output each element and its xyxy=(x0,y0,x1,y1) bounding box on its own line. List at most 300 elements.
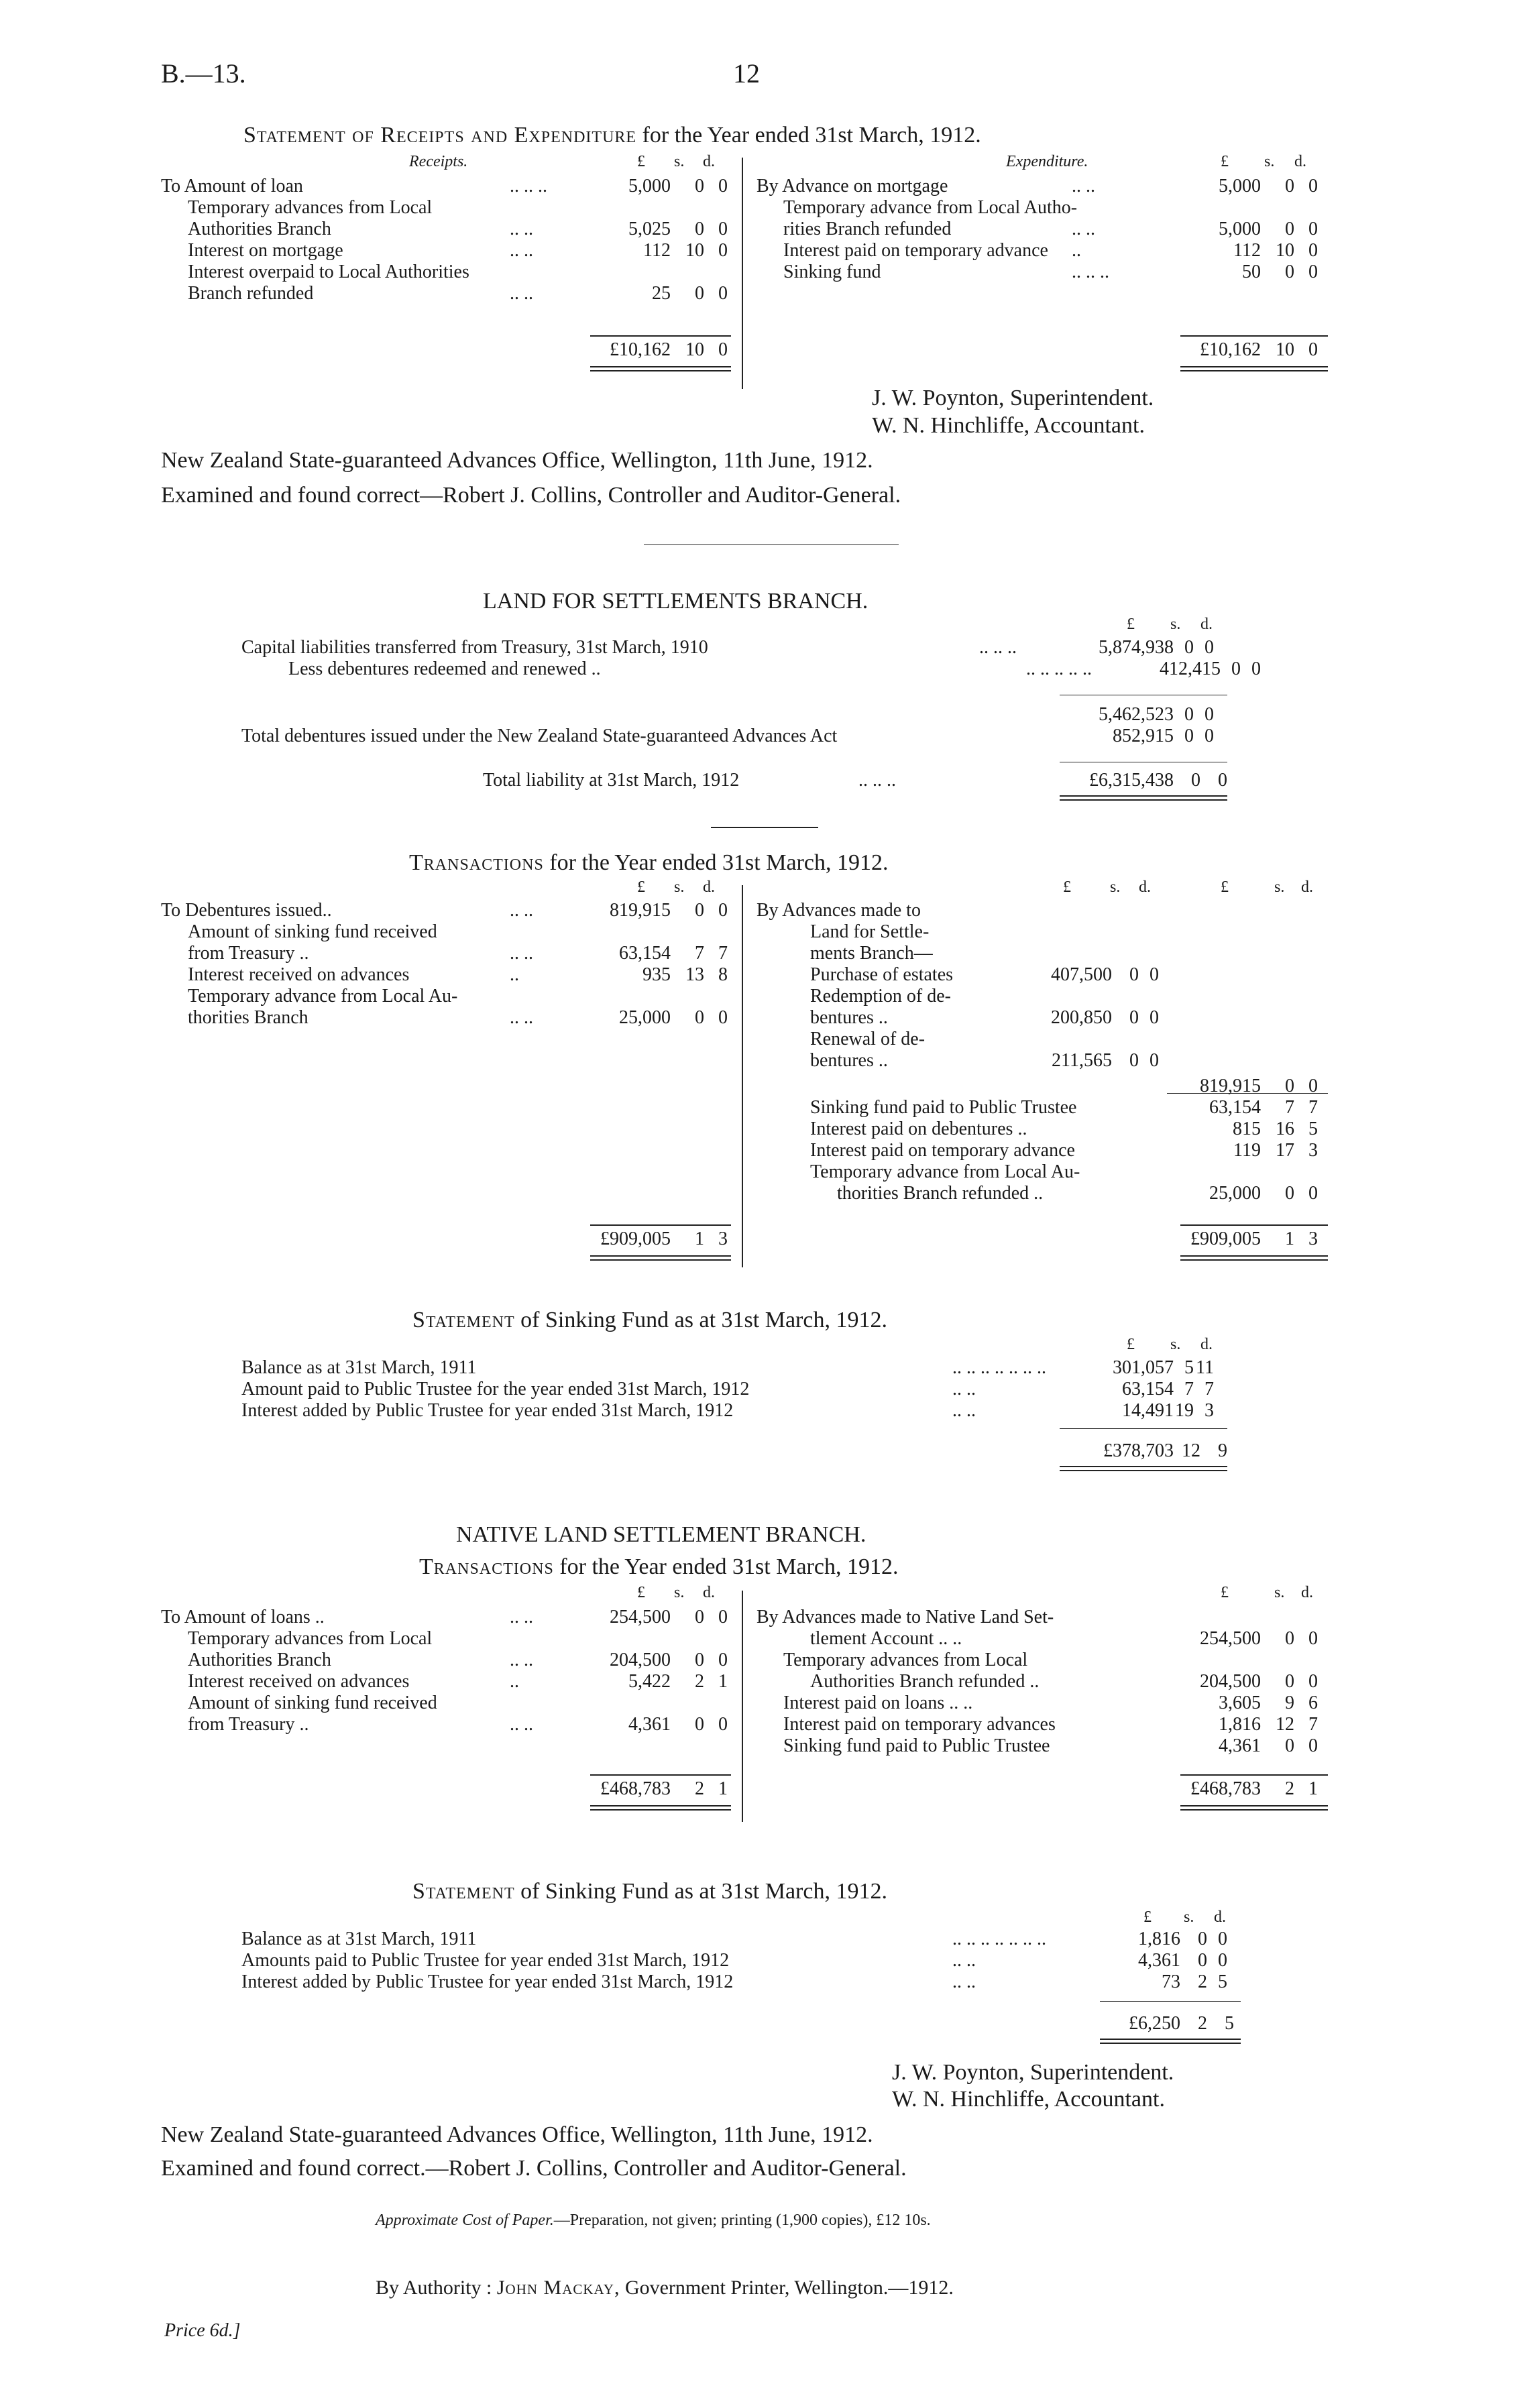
s5-right-row-s: 0 xyxy=(1285,1671,1294,1692)
s2-row-l: 852,915 xyxy=(1113,726,1174,746)
s1-receipt-row-d: 0 xyxy=(718,283,728,304)
s3-right-sub-row-s: 0 xyxy=(1129,1007,1139,1028)
s3-right-sub-row-s: 0 xyxy=(1129,1050,1139,1071)
s3-cur-l-right: £ xyxy=(1221,878,1229,896)
s2-row-l: 412,415 xyxy=(1160,658,1221,679)
s3-sub-total-l: 819,915 xyxy=(1200,1076,1261,1096)
s1-expenditure-row-d: 0 xyxy=(1308,176,1318,196)
s1-expenditure-row-label: By Advance on mortgage xyxy=(756,176,948,196)
s2-row-d: 0 xyxy=(1204,637,1214,658)
s6-rows xyxy=(241,1929,1247,2002)
s1-receipt-row-label: Authorities Branch xyxy=(188,219,331,239)
s3-right-sub-row-d: 0 xyxy=(1150,964,1159,985)
s5-total-right-l: £468,783 xyxy=(1190,1778,1261,1799)
s4-row xyxy=(241,1400,1247,1422)
s1-receipt-row-dots: .. .. xyxy=(510,240,533,261)
s1-receipt-row-label: Interest overpaid to Local Authorities xyxy=(188,262,469,282)
s6-office: New Zealand State-guaranteed Advances Office, Wellington, 11th June, 1912. xyxy=(161,2122,873,2147)
s3-title-b: for the Year ended 31st March, 1912. xyxy=(549,850,889,875)
s3-right-sub-row xyxy=(756,921,1333,943)
s2-rule-b2 xyxy=(1060,799,1227,801)
s1-receipt-row-dots: .. .. xyxy=(510,219,533,239)
s5-left-row-s: 0 xyxy=(695,1607,704,1627)
s5-left-row-label: Amount of sinking fund received xyxy=(188,1693,437,1713)
s5-left-row-label: Interest received on advances xyxy=(188,1671,410,1692)
s3-right-row xyxy=(756,1140,1333,1161)
s5-total-left-s: 2 xyxy=(695,1778,704,1799)
s1-total-left-l: £10,162 xyxy=(610,339,671,360)
s3-cur-d-right: d. xyxy=(1301,878,1313,896)
s1-receipt-row xyxy=(161,197,738,219)
s5-right-row xyxy=(756,1693,1333,1714)
s1-cur-d-right: d. xyxy=(1294,153,1306,170)
s5-right-row xyxy=(756,1650,1333,1671)
s5-right-row-s: 12 xyxy=(1276,1714,1294,1735)
s5-total-right xyxy=(0,1778,1513,1800)
s3-rule-left-b1 xyxy=(590,1255,731,1257)
s3-right-sub-row-label: Renewal of de- xyxy=(810,1029,926,1049)
s6-title-b: of Sinking Fund as at 31st March, 1912. xyxy=(520,1879,887,1904)
s1-receipt-row-label: Interest on mortgage xyxy=(188,240,343,261)
s6-cur-l: £ xyxy=(1143,1908,1152,1926)
s5-left-row xyxy=(161,1714,738,1735)
s6-row xyxy=(241,1971,1247,1993)
s6-cur-d: d. xyxy=(1214,1908,1226,1926)
s3-left-row-s: 0 xyxy=(695,1007,704,1028)
s5-right-row-l: 254,500 xyxy=(1200,1628,1261,1649)
s3-left-row-s: 7 xyxy=(695,943,704,964)
s4-row-d: 11 xyxy=(1196,1357,1214,1378)
s5-left-row-d: 0 xyxy=(718,1607,728,1627)
s3-right-sub-row-label: By Advances made to xyxy=(756,900,921,921)
s6-row-d: 5 xyxy=(1218,1971,1227,1992)
s5-left-row-label: Authorities Branch xyxy=(188,1650,331,1670)
s3-left-row-d: 8 xyxy=(718,964,728,985)
s2-cur-l: £ xyxy=(1127,616,1135,633)
s5-sub-b: for the Year ended 31st March, 1912. xyxy=(559,1554,899,1579)
sep-2 xyxy=(711,827,818,828)
s3-right-sub-row xyxy=(756,1007,1333,1029)
s5-left-row-label: Temporary advances from Local xyxy=(188,1628,433,1649)
s3-total-left-d: 3 xyxy=(718,1228,728,1249)
s6-rule-b1 xyxy=(1100,2039,1241,2040)
s3-cur-d-sub: d. xyxy=(1139,878,1151,896)
s3-right-row xyxy=(756,1097,1333,1119)
s1-expenditure-row-dots: .. .. xyxy=(1072,176,1095,196)
s2-row-s: 0 xyxy=(1184,704,1194,725)
s5-right-row-label: Interest paid on loans .. .. xyxy=(783,1693,973,1713)
s4-rule-b1 xyxy=(1060,1466,1227,1467)
s6-row-l: 4,361 xyxy=(1138,1950,1180,1971)
s3-left-row-d: 7 xyxy=(718,943,728,964)
s1-receipt-row-dots: .. .. xyxy=(510,283,533,304)
s3-right-sub-row xyxy=(756,943,1333,964)
s3-right-sub-row-label: ments Branch— xyxy=(810,943,933,964)
s4-total-d: 9 xyxy=(1218,1440,1227,1461)
footer-authority-c: Government Printer, Wellington.—1912. xyxy=(624,2277,954,2299)
s4-row-l: 301,057 xyxy=(1113,1357,1174,1378)
s5-left-row-s: 2 xyxy=(695,1671,704,1692)
s2-total-row xyxy=(0,770,1513,791)
s5-total-right-s: 2 xyxy=(1285,1778,1294,1799)
s3-left-row-label: from Treasury .. xyxy=(188,943,309,964)
s1-expenditure-row-l: 5,000 xyxy=(1219,176,1261,196)
s1-receipt-row-dots: .. .. .. xyxy=(510,176,547,196)
s1-receipt-row-l: 112 xyxy=(643,240,671,261)
s3-left-row-dots: .. .. xyxy=(510,943,533,964)
footer-price: Price 6d.] xyxy=(164,2320,241,2341)
s4-total-l: £378,703 xyxy=(1103,1440,1174,1461)
s1-receipt-row-label: Temporary advances from Local xyxy=(188,197,433,218)
s3-total-right-l: £909,005 xyxy=(1190,1228,1261,1249)
s1-total-right xyxy=(0,339,1513,361)
s2-row-d: 0 xyxy=(1204,704,1214,725)
s4-row-s: 7 xyxy=(1184,1379,1194,1399)
s3-right-sub-row-label: Redemption of de- xyxy=(810,986,951,1007)
s5-right-row-d: 6 xyxy=(1308,1693,1318,1713)
s1-total-right-s: 10 xyxy=(1276,339,1294,360)
s3-right-sub-row-s: 0 xyxy=(1129,964,1139,985)
s3-rule-right-b2 xyxy=(1180,1259,1328,1261)
s3-left-row-d: 0 xyxy=(718,900,728,921)
s1-expenditure-row-dots: .. .. .. xyxy=(1072,262,1109,282)
s5-rule-right-b1 xyxy=(1180,1805,1328,1807)
s5-total-left-l: £468,783 xyxy=(600,1778,671,1799)
s6-row-label: Interest added by Public Trustee for year ended 31st March, 1912 xyxy=(241,1971,734,1992)
s5-left-row-label: To Amount of loans .. xyxy=(161,1607,325,1627)
s2-cur-d: d. xyxy=(1200,616,1213,633)
s3-right-row-label: Temporary advance from Local Au- xyxy=(810,1161,1080,1182)
s2-row xyxy=(241,704,1247,726)
s5-sub-a: Transactions xyxy=(419,1554,554,1579)
s2-title: LAND FOR SETTLEMENTS BRANCH. xyxy=(483,589,868,614)
s5-rule-left-top xyxy=(590,1774,731,1776)
s4-total-s: 12 xyxy=(1182,1440,1200,1461)
s5-left-row-d: 0 xyxy=(718,1714,728,1735)
s1-expenditure-row-d: 0 xyxy=(1308,219,1318,239)
s5-right-row-d: 0 xyxy=(1308,1628,1318,1649)
s1-expenditure-row-s: 10 xyxy=(1276,240,1294,261)
s1-receipt-row-s: 0 xyxy=(695,219,704,239)
s4-rule-b2 xyxy=(1060,1470,1227,1471)
s5-left-row-l: 5,422 xyxy=(628,1671,671,1692)
s1-total-left-d: 0 xyxy=(718,339,728,360)
s3-cur-s: s. xyxy=(674,878,685,896)
s3-left-row-dots: .. xyxy=(510,964,519,985)
s6-row-d: 0 xyxy=(1218,1929,1227,1949)
s3-left-row xyxy=(161,921,738,943)
s4-row-s: 5 xyxy=(1184,1357,1194,1378)
s1-expenditure-row-d: 0 xyxy=(1308,262,1318,282)
s4-rows xyxy=(241,1357,1247,1431)
s3-right-row-d: 3 xyxy=(1308,1140,1318,1161)
s5-right-row-label: By Advances made to Native Land Set- xyxy=(756,1607,1054,1627)
footer-authority-a: By Authority : xyxy=(376,2277,492,2299)
s4-row-l: 14,491 xyxy=(1122,1400,1174,1421)
s1-cur-l-right: £ xyxy=(1221,153,1229,170)
s6-row-s: 0 xyxy=(1198,1929,1207,1949)
s3-total-right xyxy=(0,1228,1513,1250)
s6-row xyxy=(241,1929,1247,1950)
s6-total-d: 5 xyxy=(1225,2013,1234,2034)
s3-total-left-l: £909,005 xyxy=(600,1228,671,1249)
s5-left-row-d: 1 xyxy=(718,1671,728,1692)
s1-title-a: Statement of Receipts and Expenditure xyxy=(243,123,637,148)
s5-cur-d: d. xyxy=(703,1584,715,1601)
s5-left-row-dots: .. .. xyxy=(510,1714,533,1735)
s4-title-a: Statement xyxy=(412,1308,515,1332)
s5-right-row xyxy=(756,1735,1333,1757)
s1-receipt-row-l: 5,000 xyxy=(628,176,671,196)
s1-expenditure-row xyxy=(756,219,1333,240)
s5-left-row-s: 0 xyxy=(695,1714,704,1735)
s1-rule-right-top xyxy=(1180,335,1328,337)
s1-receipt-row-d: 0 xyxy=(718,219,728,239)
footer-cost-a: Approximate Cost of Paper. xyxy=(376,2212,554,2229)
s5-right-row-l: 204,500 xyxy=(1200,1671,1261,1692)
s2-row-s: 0 xyxy=(1184,637,1194,658)
s6-row-s: 2 xyxy=(1198,1971,1207,1992)
s6-total-l: £6,250 xyxy=(1129,2013,1180,2034)
s1-office: New Zealand State-guaranteed Advances Office, Wellington, 11th June, 1912. xyxy=(161,448,873,473)
s3-right-sub-row xyxy=(756,1029,1333,1050)
s1-cur-l: £ xyxy=(637,153,645,170)
s5-cur-l: £ xyxy=(637,1584,645,1601)
s3-right-row-s: 0 xyxy=(1285,1183,1294,1204)
s3-right-row-d: 7 xyxy=(1308,1097,1318,1118)
s1-expenditure-row xyxy=(756,197,1333,219)
s6-rule-top xyxy=(1100,2001,1241,2002)
s3-left-row-l: 819,915 xyxy=(610,900,671,921)
s3-right-row-l: 119 xyxy=(1233,1140,1261,1161)
s4-row-s: 19 xyxy=(1175,1400,1194,1421)
s3-left-row-l: 25,000 xyxy=(619,1007,671,1028)
s6-row-d: 0 xyxy=(1218,1950,1227,1971)
s2-row-dots: .. .. .. .. .. xyxy=(1026,658,1092,679)
s5-right-row-l: 4,361 xyxy=(1219,1735,1261,1756)
s3-cur-s-right: s. xyxy=(1274,878,1285,896)
s3-right-sub-row-label: Land for Settle- xyxy=(810,921,930,942)
s6-row-label: Balance as at 31st March, 1911 xyxy=(241,1929,477,1949)
s2-row-l: 5,462,523 xyxy=(1099,704,1174,725)
s5-left-row-l: 254,500 xyxy=(610,1607,671,1627)
s6-row-l: 1,816 xyxy=(1138,1929,1180,1949)
s3-right-row xyxy=(756,1183,1333,1204)
s3-right-sub-row-d: 0 xyxy=(1150,1007,1159,1028)
s5-right-row-label: Sinking fund paid to Public Trustee xyxy=(783,1735,1050,1756)
s1-receipts-head: Receipts. xyxy=(409,153,468,170)
s1-sig-accountant: W. N. Hinchliffe, Accountant. xyxy=(872,413,1145,438)
s4-row-dots: .. .. xyxy=(952,1400,976,1421)
s5-right-row-s: 0 xyxy=(1285,1735,1294,1756)
s3-cur-l-sub: £ xyxy=(1063,878,1071,896)
s1-examined: Examined and found correct—Robert J. Collins, Controller and Auditor-General. xyxy=(161,483,901,508)
s5-right-row-label: tlement Account .. .. xyxy=(810,1628,962,1649)
s1-receipt-row-s: 10 xyxy=(685,240,704,261)
s4-row-label: Interest added by Public Trustee for year ended 31st March, 1912 xyxy=(241,1400,734,1421)
s3-right-sub-row-l: 407,500 xyxy=(1051,964,1112,985)
s1-receipt-row-label: Branch refunded xyxy=(188,283,314,304)
s3-sub-total-s: 0 xyxy=(1285,1076,1294,1096)
s3-right-sub-row xyxy=(756,1050,1333,1072)
s1-rule-left-b1 xyxy=(590,366,731,367)
s1-expenditure-row xyxy=(756,240,1333,262)
s3-rule-left-top xyxy=(590,1224,731,1226)
s3-left-row-label: thorities Branch xyxy=(188,1007,309,1028)
s4-total-row xyxy=(0,1440,1513,1462)
s3-right-row-label: Sinking fund paid to Public Trustee xyxy=(810,1097,1077,1118)
s5-left-row xyxy=(161,1693,738,1714)
s4-row xyxy=(241,1379,1247,1400)
s5-right-row-label: Temporary advances from Local xyxy=(783,1650,1028,1670)
s5-right-row-d: 7 xyxy=(1308,1714,1318,1735)
s4-row-dots: .. .. xyxy=(952,1379,976,1399)
s5-cur-l-right: £ xyxy=(1221,1584,1229,1601)
s6-sig-accountant: W. N. Hinchliffe, Accountant. xyxy=(892,2087,1165,2112)
s5-total-right-d: 1 xyxy=(1308,1778,1318,1799)
s3-right-row-l: 25,000 xyxy=(1209,1183,1261,1204)
s5-total-left-d: 1 xyxy=(718,1778,728,1799)
s3-left-row-label: Amount of sinking fund received xyxy=(188,921,437,942)
s3-left-row xyxy=(161,964,738,986)
s1-expenditure-row xyxy=(756,176,1333,197)
s3-right-row-l: 815 xyxy=(1233,1119,1261,1139)
s5-title: NATIVE LAND SETTLEMENT BRANCH. xyxy=(456,1522,866,1547)
s3-cur-s-sub: s. xyxy=(1110,878,1121,896)
s1-receipt-row-label: To Amount of loan xyxy=(161,176,303,196)
s3-left-row xyxy=(161,900,738,921)
s6-total-row xyxy=(0,2013,1513,2034)
s5-cur-s: s. xyxy=(674,1584,685,1601)
s6-total-s: 2 xyxy=(1198,2013,1207,2034)
s5-left-row-dots: .. .. xyxy=(510,1650,533,1670)
footer-authority-b: John Mackay, xyxy=(496,2277,620,2299)
s1-receipt-row-s: 0 xyxy=(695,283,704,304)
s5-left-row xyxy=(161,1671,738,1693)
s5-right-row xyxy=(756,1607,1333,1628)
s3-right-sub-row xyxy=(756,964,1333,986)
s3-right-sub xyxy=(756,900,1333,1101)
s3-right-row-label: thorities Branch refunded .. xyxy=(837,1183,1044,1204)
s2-row-label: Less debentures redeemed and renewed .. xyxy=(288,658,601,679)
s5-rule-left-b2 xyxy=(590,1809,731,1811)
s5-left-row-d: 0 xyxy=(718,1650,728,1670)
s3-left-row-s: 0 xyxy=(695,900,704,921)
s5-left-row-l: 204,500 xyxy=(610,1650,671,1670)
s6-row-dots: .. .. .. .. .. .. .. xyxy=(952,1929,1046,1949)
s1-expenditure-row-l: 112 xyxy=(1233,240,1261,261)
s2-row-label: Capital liabilities transferred from Treasury, 31st March, 1910 xyxy=(241,637,708,658)
s3-left-row-label: Interest received on advances xyxy=(188,964,410,985)
s3-sub-total xyxy=(0,1076,1513,1097)
s5-right-row-label: Authorities Branch refunded .. xyxy=(810,1671,1040,1692)
s2-total-dots: .. .. .. xyxy=(858,770,896,791)
s1-title xyxy=(243,123,981,148)
footer-cost-b: —Preparation, not given; printing (1,900 copies), £12 10s. xyxy=(553,2212,931,2229)
s3-right-row-s: 16 xyxy=(1276,1119,1294,1139)
s1-rule-right-b2 xyxy=(1180,370,1328,371)
s3-right-row-label: Interest paid on temporary advance xyxy=(810,1140,1075,1161)
s3-right xyxy=(756,1097,1333,1218)
s3-right-sub-row-d: 0 xyxy=(1150,1050,1159,1071)
s3-right-row-l: 63,154 xyxy=(1209,1097,1261,1118)
s1-receipt-row xyxy=(161,219,738,240)
s3-rule-left-b2 xyxy=(590,1259,731,1261)
s3-cur-d: d. xyxy=(703,878,715,896)
s1-expenditure-row xyxy=(756,262,1333,283)
s5-left-row-label: from Treasury .. xyxy=(188,1714,309,1735)
s1-cur-s: s. xyxy=(674,153,685,170)
s5-right-row-l: 1,816 xyxy=(1219,1714,1261,1735)
s6-rule-b2 xyxy=(1100,2043,1241,2044)
s1-total-right-d: 0 xyxy=(1308,339,1318,360)
s1-expenditure-row-s: 0 xyxy=(1285,176,1294,196)
s4-row xyxy=(241,1357,1247,1379)
s5-right xyxy=(756,1607,1333,1761)
s1-expenditure-row-label: Temporary advance from Local Autho- xyxy=(783,197,1078,218)
s2-total-label: Total liability at 31st March, 1912 xyxy=(483,770,740,791)
s1-expenditure-head: Expenditure. xyxy=(1006,153,1088,170)
s6-row-dots: .. .. xyxy=(952,1950,976,1971)
s6-cur-s: s. xyxy=(1184,1908,1194,1926)
s5-right-row-label: Interest paid on temporary advances xyxy=(783,1714,1056,1735)
s6-title-a: Statement xyxy=(412,1879,515,1904)
s2-rows xyxy=(241,637,1261,758)
s2-row xyxy=(241,637,1247,658)
s5-right-row-s: 9 xyxy=(1285,1693,1294,1713)
s3-left-row-label: To Debentures issued.. xyxy=(161,900,332,921)
s3-left-row xyxy=(161,1007,738,1029)
s5-right-row-d: 0 xyxy=(1308,1671,1318,1692)
s3-left-row-dots: .. .. xyxy=(510,900,533,921)
s1-sig-superintendent: J. W. Poynton, Superintendent. xyxy=(872,386,1154,410)
s2-row-s: 0 xyxy=(1231,658,1241,679)
s5-right-row-s: 0 xyxy=(1285,1628,1294,1649)
s1-expenditure-row-s: 0 xyxy=(1285,219,1294,239)
s1-receipt-row-d: 0 xyxy=(718,176,728,196)
s3-right-row-d: 0 xyxy=(1308,1183,1318,1204)
s5-cur-d-right: d. xyxy=(1301,1584,1313,1601)
s5-left-row-dots: .. xyxy=(510,1671,519,1692)
s5-right-row xyxy=(756,1671,1333,1693)
s5-left xyxy=(161,1607,738,1741)
s1-cur-d: d. xyxy=(703,153,715,170)
s1-expenditure-row-l: 50 xyxy=(1242,262,1261,282)
s2-total-l: £6,315,438 xyxy=(1089,770,1174,791)
s6-row-label: Amounts paid to Public Trustee for year ended 31st March, 1912 xyxy=(241,1950,730,1971)
s5-rule-left-b1 xyxy=(590,1805,731,1807)
s2-row-d: 0 xyxy=(1204,726,1214,746)
s5-left-row xyxy=(161,1607,738,1628)
s6-row-l: 73 xyxy=(1162,1971,1180,1992)
s4-rule-top xyxy=(1060,1428,1227,1429)
s5-right-row-l: 3,605 xyxy=(1219,1693,1261,1713)
s2-row xyxy=(288,658,1261,680)
s1-receipt-row-l: 5,025 xyxy=(628,219,671,239)
s5-rule-right-top xyxy=(1180,1774,1328,1776)
s5-subtitle xyxy=(419,1554,898,1580)
s4-row-d: 7 xyxy=(1204,1379,1214,1399)
s3-left-row-l: 935 xyxy=(642,964,671,985)
s3-rule-right-top xyxy=(1180,1224,1328,1226)
s3-right-sub-row-label: Purchase of estates xyxy=(810,964,954,985)
s3-cur-l: £ xyxy=(637,878,645,896)
s3-right-sub-row-l: 200,850 xyxy=(1051,1007,1112,1028)
s5-left-row-s: 0 xyxy=(695,1650,704,1670)
s4-cur-s: s. xyxy=(1170,1336,1181,1353)
s4-title-b: of Sinking Fund as at 31st March, 1912. xyxy=(520,1308,887,1332)
s5-right-row xyxy=(756,1714,1333,1735)
